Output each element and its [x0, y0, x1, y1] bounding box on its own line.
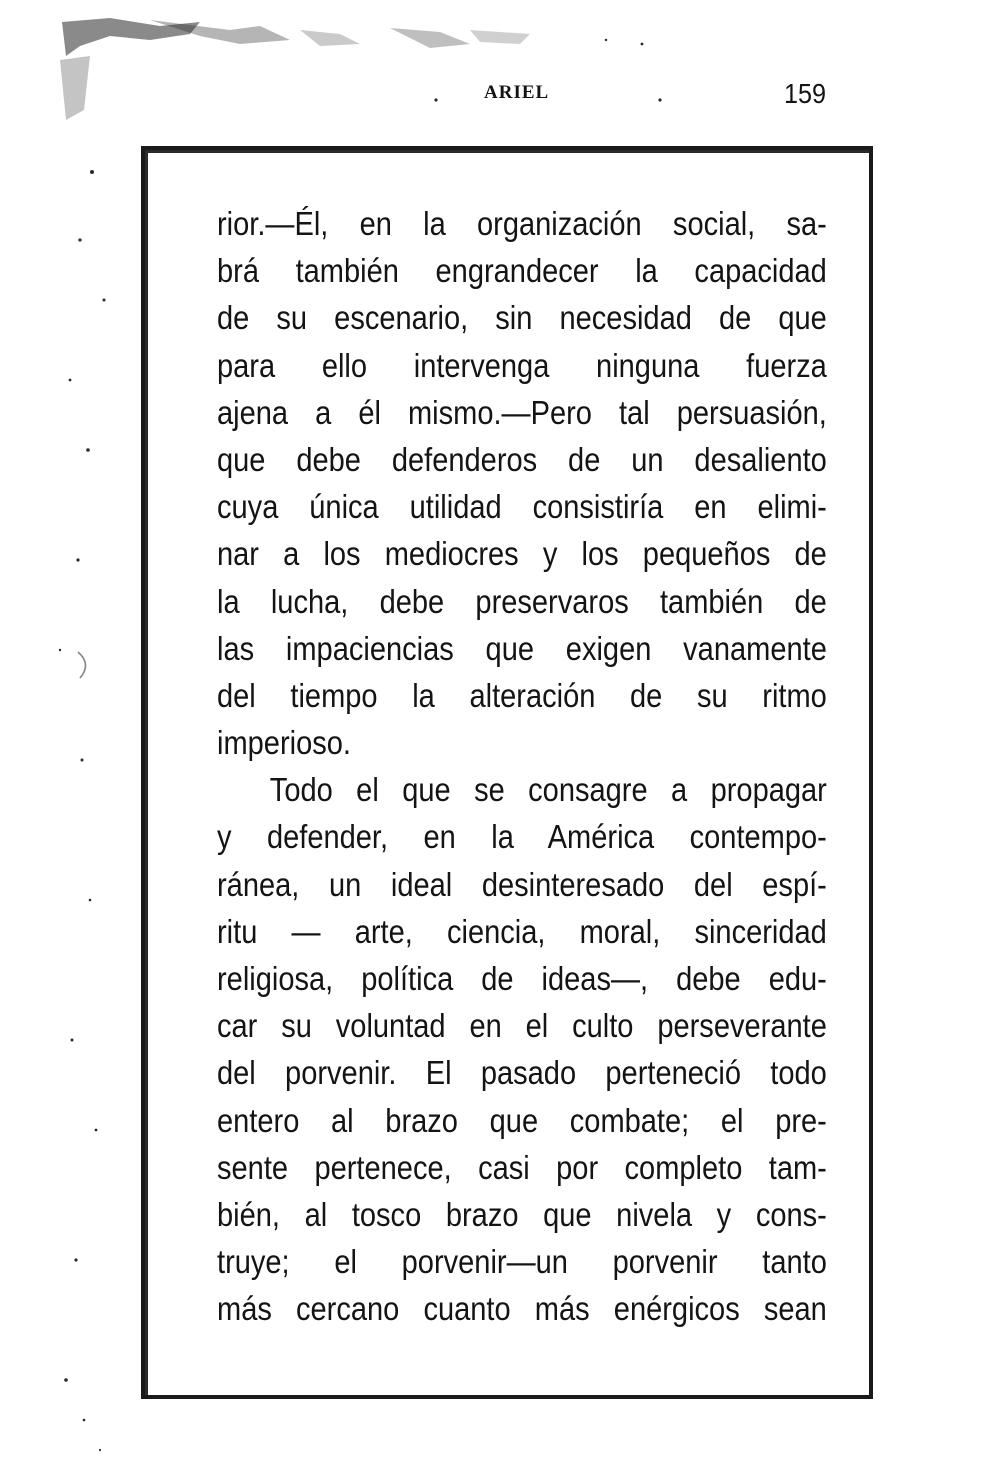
text-line: rior.—Él, en la organización social, sa-	[217, 205, 827, 242]
text-line: nar a los mediocres y los pequeños de	[217, 535, 827, 573]
text-line: truye; el porvenir—un porvenir tanto	[217, 1243, 827, 1281]
text-line: bién, al tosco brazo que nivela y cons-	[217, 1195, 827, 1233]
text-line: entero al brazo que combate; el pre-	[217, 1101, 827, 1139]
text-line: ritu — arte, ciencia, moral, sinceridad	[217, 912, 827, 950]
page-number: 159	[784, 78, 827, 109]
text-line: las impaciencias que exigen vanamente	[217, 629, 827, 667]
text-line: cuya única utilidad consistiría en elimi-	[217, 488, 827, 526]
text-line: ajena a él mismo.—Pero tal persuasión,	[217, 393, 827, 431]
text-line: que debe defenderos de un desaliento	[217, 440, 827, 478]
text-line: para ello intervenga ninguna fuerza	[217, 346, 827, 384]
text-line: ránea, un ideal desinteresado del espí-	[217, 865, 827, 903]
text-line: la lucha, debe preservaros también de	[217, 582, 827, 620]
text-line: del tiempo la alteración de su ritmo	[217, 676, 827, 714]
running-header	[0, 78, 1000, 112]
text-line: más cercano cuanto más enérgicos sean	[217, 1290, 827, 1328]
text-line: brá también engrandecer la capacidad	[217, 252, 827, 290]
text-line: Todo el que se consagre a propagar	[269, 771, 827, 809]
text-line: imperioso.	[217, 724, 351, 762]
running-title: ARIEL	[484, 82, 550, 103]
page-body-text	[217, 200, 827, 1333]
text-line: de su escenario, sin necesidad de que	[217, 299, 827, 337]
text-line: del porvenir. El pasado perteneció todo	[217, 1054, 827, 1092]
paragraph-2	[217, 766, 827, 1332]
text-line: sente pertenece, casi por completo tam-	[217, 1148, 827, 1186]
text-line: car su voluntad en el culto perseverante	[217, 1007, 827, 1045]
text-line: y defender, en la América contempo-	[217, 818, 827, 856]
text-line: religiosa, política de ideas—, debe edu-	[217, 960, 827, 997]
paragraph-1	[217, 200, 827, 766]
